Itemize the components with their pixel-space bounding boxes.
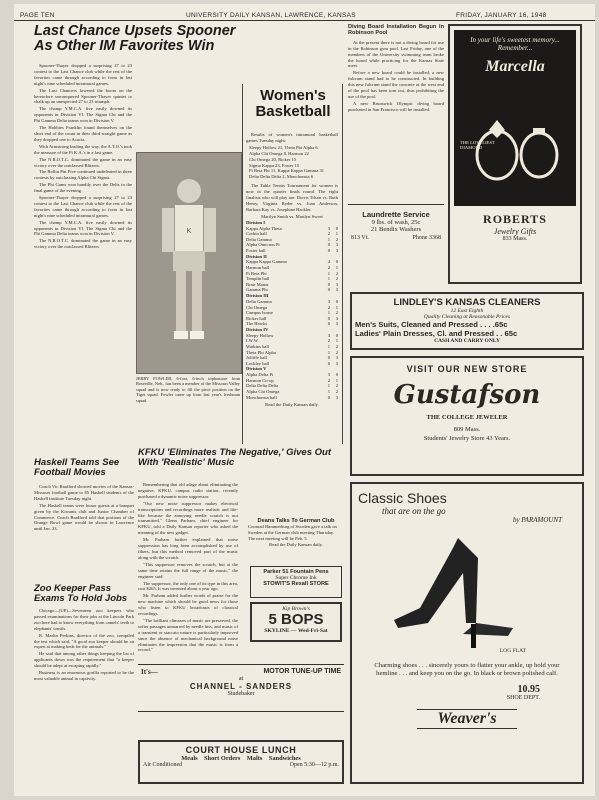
womens-intro: Results of women's intramural basketball games Tuesday night: — [246, 132, 338, 143]
gustafson-name: Gustafson — [393, 380, 541, 410]
laundrette-phone: Phone 3368 — [412, 235, 441, 241]
lindley-address: 12 East Eighth — [450, 308, 484, 314]
issue-date: FRIDAY, JANUARY 16, 1948 — [456, 12, 547, 19]
kfku-para: "The brilliant climaxes of music are preserved, the softer passages unmarred by needle hiss, and music of a transient or staccato nature is particularly improved since the absence of mechanical background noise eliminates the impression that the music is from a record." — [138, 617, 238, 653]
shoes-ad — [350, 482, 584, 784]
kfku-headline: KFKU 'Eliminates The Negative,' Gives Out With 'Realistic' Music — [138, 447, 331, 468]
lindley-name: LINDLEY'S KANSAS CLEANERS — [393, 297, 541, 308]
wins: 0 — [327, 247, 330, 253]
roberts-sub: THE LOVELIEST DIAMOND — [460, 140, 495, 150]
wins: 0 — [327, 315, 330, 321]
gustafson-ad — [350, 356, 584, 476]
shoes-title: Classic Shoes — [358, 490, 447, 506]
laundrette-address: 813 Vt. — [351, 235, 369, 241]
deans-item — [246, 516, 346, 562]
wins: 3 — [327, 298, 330, 304]
kfku-para: "This suppressor removes the scratch, but at the same time retains the full range of the music," the engineer said. — [138, 561, 238, 579]
losses: 3 — [335, 360, 338, 366]
bops-top: Kip Brown's — [282, 606, 310, 612]
lead-para: The champ Y.M.C.A. five easily downed its opponents in Division VI. The Sigma Chi and the Phi Gamma Delta teams won in Division V. — [34, 106, 132, 124]
wins: 0 — [327, 394, 330, 400]
losses: 2 — [335, 383, 338, 389]
team-name: Gamma Phi — [246, 287, 268, 293]
division-heading: Division III — [246, 293, 269, 299]
zoo-body — [34, 608, 134, 788]
wins: 0 — [327, 321, 330, 327]
wins: 0 — [327, 355, 330, 361]
womens-result: Alpha Chi Omega 8, Harmon 22 — [249, 150, 309, 156]
courthouse-footer — [143, 762, 339, 768]
kfku-para: "Our new noise suppressor makes electrical transcriptions and recordings more realistic and life-like because the annoying needle scratch is not transmitted," Glenn Parham, chief engineer for KFKU, told a Daily Kansan reporter who asked the meaning of the new gadget. — [138, 500, 238, 536]
zoo-para: Business is an enormous gorilla reported to be the most valuable animal in captivity. — [34, 670, 134, 681]
wins: 3 — [327, 372, 330, 378]
lead-para: With Armstrong leading the way, the A.T.O.'s took the measure of the Pi K.A.'s in a fast game. — [34, 143, 132, 155]
wins: 0 — [327, 242, 330, 248]
player-photo — [136, 152, 242, 374]
losses: 3 — [335, 242, 338, 248]
high-heel-shoe-icon — [358, 528, 578, 658]
shoes-sub: that are on the go — [382, 506, 446, 516]
laundrette-ad — [348, 204, 444, 282]
roberts-ad-artwork — [454, 30, 576, 206]
team-name: Watkins hall — [246, 344, 269, 349]
lead-para: The Rollin Pin Five continued undefeated in three contests by outclassing Alpha Chi Sigma. — [34, 169, 132, 181]
division-heading: Division II — [246, 253, 267, 259]
team-name: Delta Gamma — [246, 236, 272, 242]
team-name: Delta Delta Delta — [246, 383, 279, 389]
deans-read: Read the Daily Kansan daily. — [269, 541, 323, 547]
standings-title: Marilyn Smith vs. Marilyn Sweet — [261, 213, 323, 219]
roberts-tagline: In your life's sweetest memory... Remember... — [470, 36, 560, 52]
team-name: Chi Omega — [246, 304, 268, 310]
losses: 0 — [335, 372, 338, 378]
wins: 1 — [327, 236, 330, 242]
weavers-logo: Weaver's — [417, 709, 517, 729]
losses: 3 — [335, 321, 338, 327]
division-table — [246, 372, 338, 400]
motor-title: MOTOR TUNE-UP TIME — [263, 668, 341, 675]
wins: 1 — [327, 344, 330, 349]
losses: 2 — [335, 310, 338, 316]
losses: 0 — [335, 298, 338, 304]
wins: 4 — [327, 259, 330, 265]
team-name: Brair Manor — [246, 281, 269, 287]
roberts-address: 833 Mass. — [502, 236, 528, 242]
losses: 0 — [335, 225, 338, 231]
womens-note: The Table Tennis Tournament for women is now in the quarter finals round. The eight finalists who will play are: Dorris Tilson vs. Ruth Henry, Virginia Ryder vs. Joan Anderson, Barbara Kay vs. Josephine Hackler. — [246, 183, 338, 212]
courthouse-hours: Open 5:30—12 p.m. — [289, 762, 339, 768]
motor-ad — [138, 664, 344, 712]
parker-line2: Super Chrome Ink — [275, 575, 317, 581]
lead-para: Spooner-Thayer dropped a surprising 27 to 23 contest to the Last Chance club while the rest of the favorites came through according to form in last night's nine scheduled intramural games. — [34, 195, 132, 218]
roberts-name: ROBERTS — [483, 212, 547, 226]
division-heading: Division IV — [246, 326, 269, 332]
haskell-headline: Haskell Teams See Football Movies — [34, 457, 120, 478]
team-name: Kappa Kappa Gamma — [246, 259, 287, 265]
roberts-line: Jewelry Gifts — [493, 227, 537, 236]
zoo-para: R. Marlin Perkins, director of the zoo, compiled the test which said, "A good zoo keeper should be an expert at making beds for the animals." — [34, 632, 134, 650]
wins: 2 — [327, 304, 330, 310]
team-name: Pi Beta Phi — [246, 270, 267, 276]
team-name: I.W.W. — [246, 338, 259, 344]
wins: 2 — [327, 265, 330, 271]
shoes-style: LOG FLAT — [499, 648, 526, 654]
team-name: Alpha Delta Pi — [246, 372, 274, 378]
lead-para: The Phi Gams won handily over the Delts in the final game of the evening. — [34, 182, 132, 194]
deans-next: The next meeting will be Feb. 5. — [248, 535, 308, 541]
motor-left: It's— — [141, 668, 158, 676]
zoo-headline: Zoo Keeper Pass Exams To Hold Jobs — [34, 583, 128, 604]
standings-row — [246, 395, 338, 401]
team-name: Monchonsia hall — [246, 394, 277, 400]
svg-text:K: K — [186, 228, 192, 235]
lead-para: Spooner-Thayer dropped a surprising 27 to 23 contest to the Last Chance club while the rest of the favorites came through according to form in last night's nine scheduled intramural games. — [34, 63, 132, 86]
shoes-by: by PARAMOUNT — [512, 516, 562, 524]
womens-body — [246, 132, 338, 444]
column-rule — [242, 84, 243, 444]
wins: 2 — [327, 338, 330, 344]
shoes-price: 10.95 — [517, 684, 540, 695]
losses: 3 — [335, 247, 338, 253]
team-name: Kappa Alpha Theta — [246, 225, 282, 231]
haskell-para: The Haskell teams were honor guests at a banquet given by the Kiwanis club and Junior Chamber of Commerce. Coach Bradford told that portions of the Orange Bowl game would be shown in Lawrence until Jan. 23. — [34, 502, 134, 532]
division-table — [246, 226, 338, 254]
haskell-para: Coach Vic Bradford showed movies of the Kansas-Missouri football game to 85 Haskell students of the Haskell institute Tuesday night. — [34, 484, 134, 501]
laundrette-line1: 9 lbs. of wash, 25c — [371, 219, 421, 226]
shoes-dept: SHOE DEPT. — [506, 695, 540, 701]
page-header — [14, 4, 595, 21]
roberts-ad — [448, 24, 582, 284]
lindley-quality: Quality Cleaning at Reasonable Prices — [423, 314, 511, 320]
team-name: The Hawks — [246, 321, 268, 327]
lindley-terms: CASH AND CARRY ONLY — [434, 338, 500, 344]
womens-headline: Women's Basketball — [255, 87, 331, 120]
wins: 0 — [327, 281, 330, 287]
losses: 0 — [335, 259, 338, 265]
losses: 2 — [335, 344, 338, 349]
gustafson-top: VISIT OUR NEW STORE — [406, 364, 528, 374]
team-name: Alpha Omicron Pi — [246, 242, 280, 248]
laundrette-name: Laundrette Service — [362, 210, 430, 219]
team-name: Delta Gamma — [246, 298, 272, 304]
team-name: Sleepy Hollow — [246, 332, 274, 338]
roberts-product: Marcella — [485, 58, 545, 75]
womens-result: Sigma Kappa 23, Foster 15 — [249, 162, 300, 168]
kfku-para: Mr. Parham added further words of praise for the new machine which should be good news for those who listen to KFKU broadcasts of classical recordings. — [138, 593, 238, 617]
team-name: Alpha Chi Omega — [246, 389, 280, 395]
losses: 3 — [335, 281, 338, 287]
kfku-para: The suppressor, the only one of its type in this area, cost $265. It was invented about a year ago. — [138, 580, 238, 592]
team-name: Jolliffe hall — [246, 355, 267, 361]
lead-para: The N.R.O.T.C. dominated the game in an easy victory over the outclassed Blitzers. — [34, 156, 132, 168]
losses: 2 — [335, 349, 338, 355]
lindley-men: Men's Suits, Cleaned and Pressed . . . .65c — [355, 320, 508, 329]
losses: 3 — [335, 394, 338, 400]
losses: 2 — [335, 236, 338, 242]
motor-brand: Studebaker — [227, 691, 255, 697]
losses: 1 — [335, 377, 338, 383]
courthouse-air: Air Conditioned — [143, 762, 183, 768]
losses: 3 — [335, 287, 338, 293]
zoo-para: He said that among other things keeping the list of applicants down was the requirement that "a keeper should be adept at escaping rapidly." — [34, 651, 134, 669]
masthead: UNIVERSITY DAILY KANSAN, LAWRENCE, KANSAS — [186, 12, 356, 19]
wins: 1 — [327, 270, 330, 276]
team-name: Templin hall — [246, 276, 270, 282]
division-table — [246, 333, 338, 367]
womens-footer: Read the Daily Kansan daily. — [265, 402, 319, 408]
losses: 3 — [335, 355, 338, 361]
womens-headline-box — [244, 84, 342, 130]
wins: 1 — [327, 383, 330, 389]
wins: 3 — [327, 332, 330, 338]
losses: 0 — [335, 332, 338, 338]
photo-caption: JERRY FOWLER, 6-foot, 6-inch sophomore from Roseville, Neb., has been a member of the Missouri Valley squad and is now ready to fill the pivot position on the Tiger squad. Fowler came up from last year's freshman squad. — [136, 376, 240, 403]
deans-body: Coonrad Hammerburg of Sweden gave a talk on Sweden at the German club meeting Thursday. — [248, 524, 337, 535]
diving-headline: Diving Board Installation Begun In Robinson Pool — [348, 24, 444, 37]
courthouse-title: COURT HOUSE LUNCH — [185, 745, 297, 755]
bops-bottom: SKYLINE — Wed-Fri-Sat — [264, 628, 328, 634]
wins: 0 — [327, 287, 330, 293]
gustafson-sub: THE COLLEGE JEWELER — [426, 414, 508, 421]
lindley-ladies: Ladies' Plain Dresses, Cl. and Pressed . . 65c — [355, 329, 518, 338]
team-name: Foster hall — [246, 247, 266, 253]
haskell-body — [34, 484, 134, 584]
wins: 1 — [327, 389, 330, 395]
team-name: Harmon hall — [246, 265, 270, 271]
losses: 3 — [335, 315, 338, 321]
motor-name: CHANNEL - SANDERS — [189, 682, 293, 691]
bops-ad — [250, 602, 342, 642]
gustafson-slogan: Students' Jewelry Store 43 Years. — [423, 435, 511, 442]
standings-tables — [246, 220, 338, 401]
wins: 3 — [327, 225, 330, 231]
diving-para: At the present there is not a diving board for use in the Robinson gym pool. Last Friday, one of the members of the University swimming team broke the board while practicing for the Kansas State meet. — [348, 39, 444, 69]
parker-ad — [250, 566, 342, 598]
wins: 2 — [327, 231, 330, 237]
losses: 2 — [335, 270, 338, 276]
team-name: Theta Phi Alpha — [246, 349, 276, 355]
laundrette-line2: 21 Bendix Washers — [370, 226, 422, 233]
team-name: Corbin hall — [246, 231, 267, 237]
womens-result: Pi Beta Phi 11, Kappa Kappa Gamma 31 — [249, 168, 325, 174]
diving-para: A new Brunswick Olympic diving board purchased in San Francisco will be installed. — [348, 100, 444, 112]
newspaper-page — [14, 4, 595, 796]
wins: 2 — [327, 377, 330, 383]
wins: 1 — [327, 349, 330, 355]
lead-para: The Last Chancers lowered the boom on the heretofore unconquered Spooner-Thayer quintet to chalk up an unexpected 27 to 23 triumph. — [34, 87, 132, 105]
motor-at: at — [238, 676, 244, 682]
losses: 2 — [335, 276, 338, 282]
womens-result: Delta Delta Delta 2, Monchonsia 6 — [249, 174, 314, 180]
lead-headline: Last Chance Upsets Spooner As Other IM Favorites Win — [34, 23, 236, 55]
losses: 1 — [335, 231, 338, 237]
parker-line3: STOWIT'S Rexall STORE — [263, 581, 329, 587]
division-table — [246, 299, 338, 327]
bops-name: 5 BOPS — [268, 611, 324, 628]
wins: 0 — [327, 360, 330, 366]
lindley-ad — [350, 292, 584, 350]
lead-story-body — [34, 63, 132, 458]
diving-para: Before a new board could be installed, a new fulcrum stand had to be constructed. In building this new fulcrum stand the concrete at the west end of the pool has been torn out, thus prohibiting the use of the pool. — [348, 70, 444, 99]
kfku-para: Mr. Parham further explained that noise suppression has long been accomplished by use of filters, but this method removed part of the music along with the scratch. — [138, 537, 238, 560]
page-number: PAGE TEN — [20, 12, 55, 19]
deans-title: Deans Talks To German Club — [257, 518, 335, 524]
laundrette-contact — [351, 235, 441, 241]
womens-result: Chi Omega 20, Ricker 15 — [249, 156, 297, 162]
team-name: Harmon Co-op — [246, 377, 274, 383]
lead-para: The N.R.O.T.C. dominated the game in an easy victory over the outclassed Blitzers. — [34, 238, 132, 250]
team-name: Campus house — [246, 310, 273, 316]
gustafson-address: 809 Mass. — [453, 426, 481, 433]
womens-result: Sleepy Hollow 21, Theta Phi Alpha 6 — [249, 144, 318, 150]
division-table — [246, 259, 338, 293]
wins: 1 — [327, 276, 330, 282]
lead-para: The champ Y.M.C.A. five easily downed its opponents in Division VI. The Sigma Chi and the Phi Gamma Delta teams won in Division V. — [34, 219, 132, 237]
column-rule — [342, 84, 343, 444]
division-heading: Division I — [246, 219, 266, 225]
losses: 1 — [335, 304, 338, 310]
zoo-para: Chicago—(UP)—Seventeen zoo keepers who passed examinations for their jobs at the Lincoln Park zoo here had to know everything from camels' teeth to elephants' tonsils. — [34, 608, 134, 631]
division-heading: Division V — [246, 366, 267, 372]
team-name: Lockley hall — [246, 360, 270, 366]
losses: 1 — [335, 265, 338, 271]
parker-line1: Parker 51 Fountain Pens — [263, 569, 329, 575]
shoes-body: Charming shoes . . . sincerely yours to flatter your ankle, up hold your hemline . . . and keep you on the go. In black or brown polished calf. — [374, 662, 560, 677]
kfku-para: Remembering that old adage about eliminating the negative, KFKU, campus radio station, recently purchased a dynamic noise suppressor. — [138, 482, 238, 499]
team-name: Ricker hall — [246, 315, 267, 321]
diving-story — [348, 24, 444, 169]
courthouse-ad — [138, 740, 344, 784]
losses: 1 — [335, 338, 338, 344]
losses: 2 — [335, 389, 338, 395]
courthouse-items: Meals Short Orders Malts Sandwiches — [181, 755, 301, 762]
lead-para: The Hobbies Franklin found themselves on the short end of the count in their third straight game as they dropped one to Acacia. — [34, 125, 132, 142]
motor-row — [141, 668, 341, 676]
wins: 1 — [327, 310, 330, 316]
basketball-player-illustration — [137, 153, 241, 373]
